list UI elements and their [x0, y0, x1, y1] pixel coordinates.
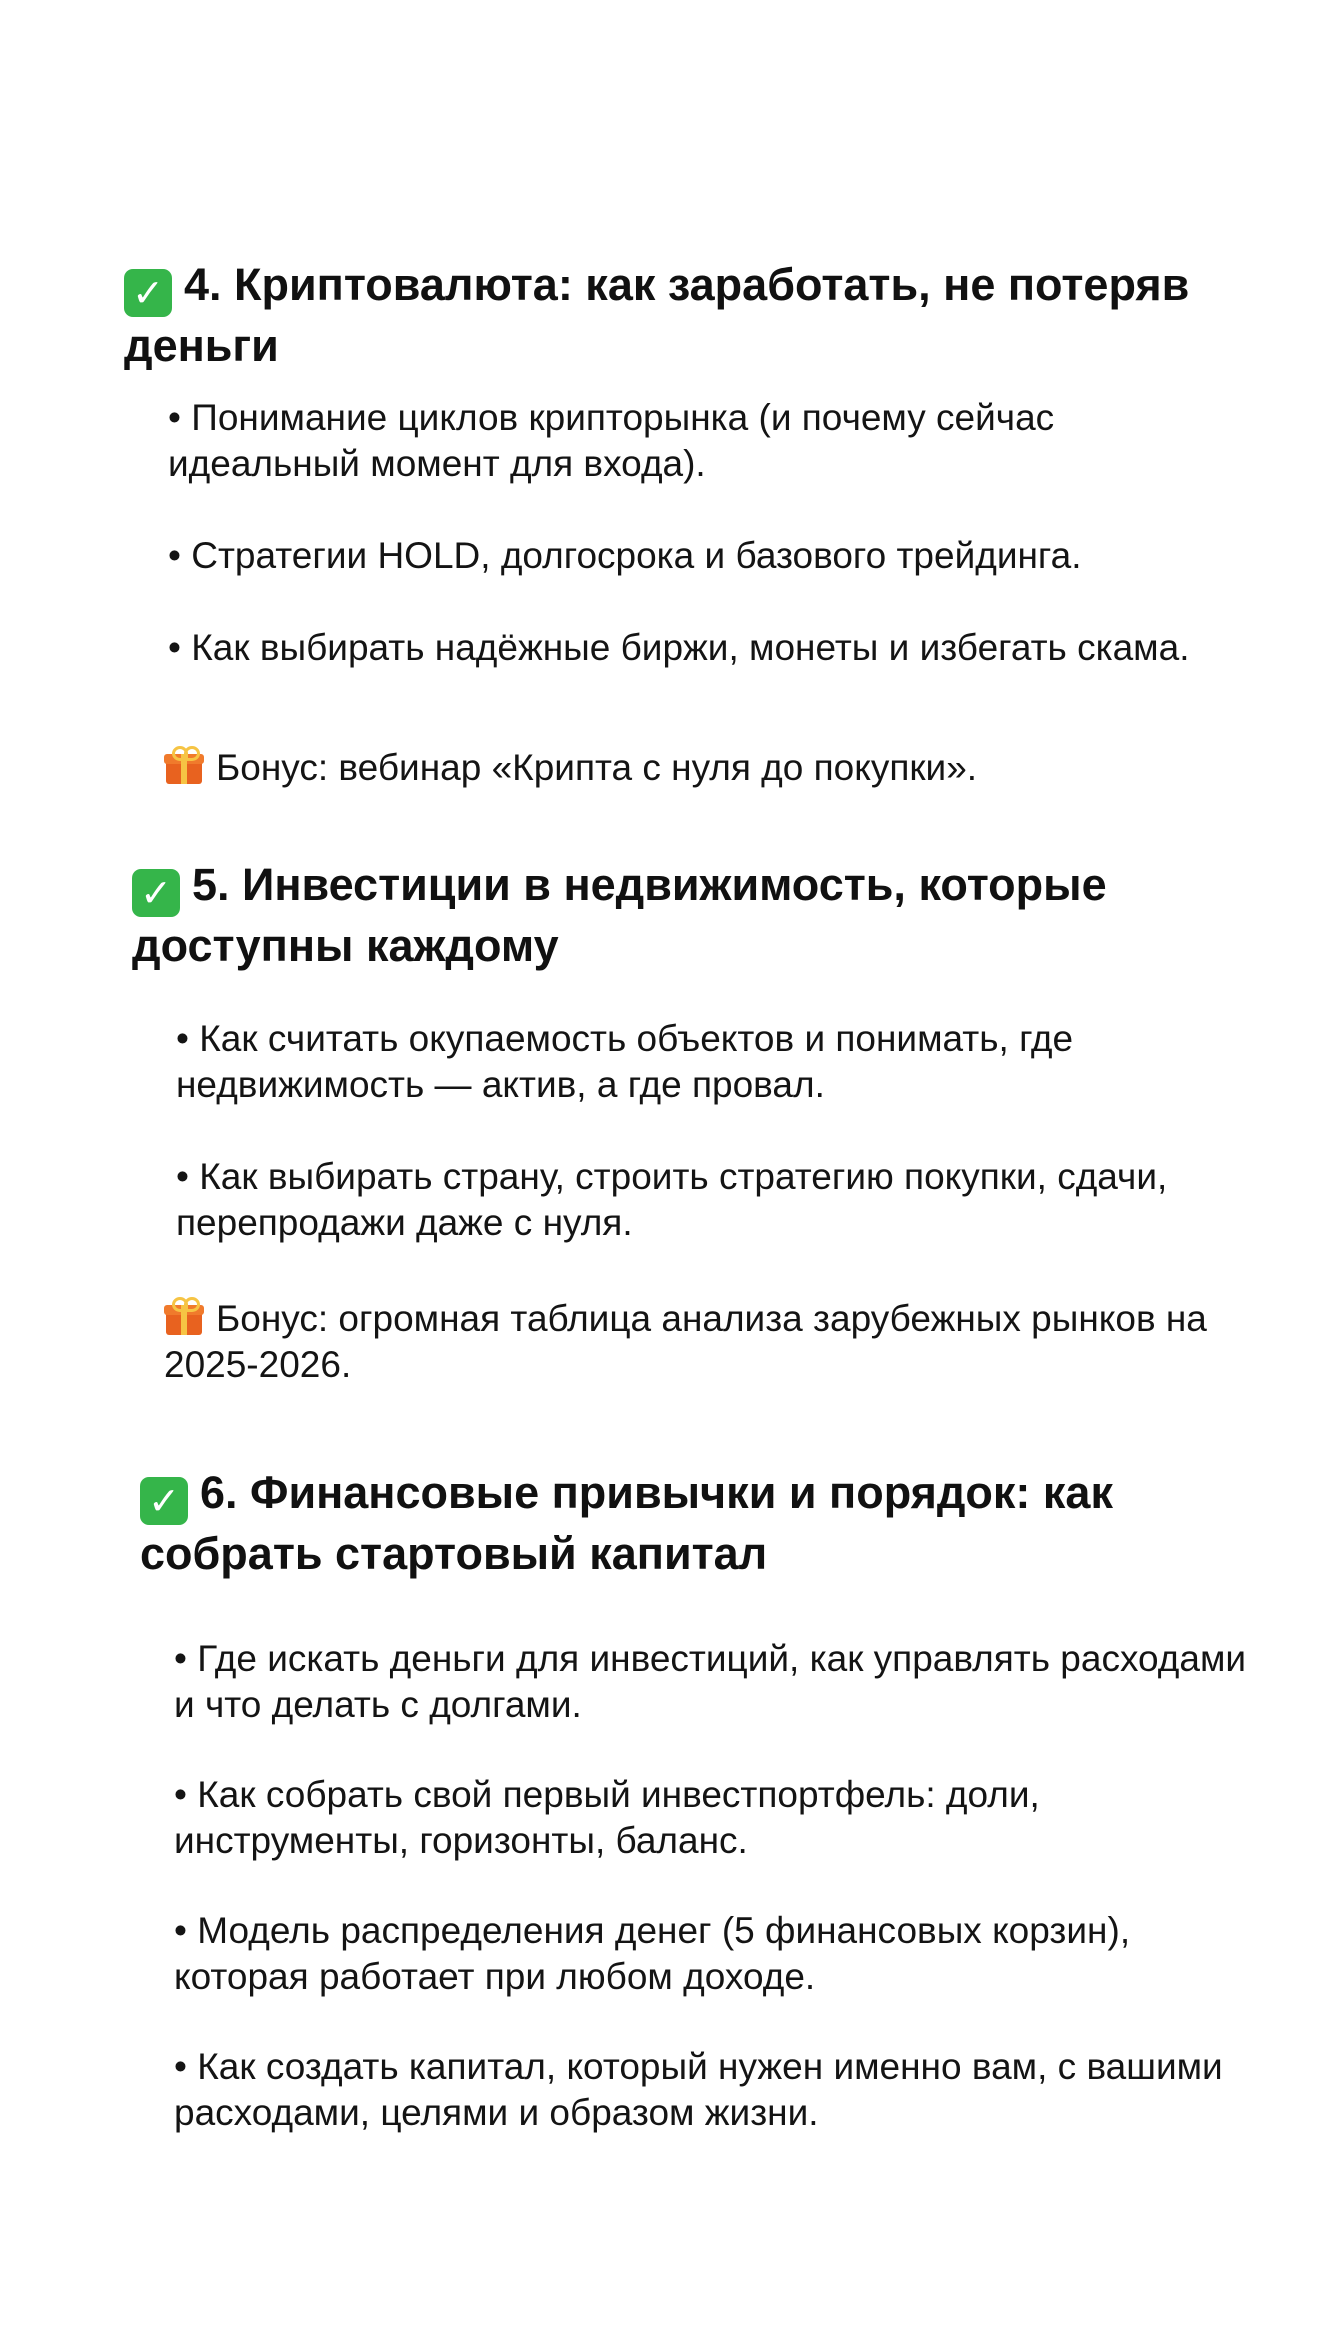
check-mark-icon: ✓: [124, 269, 172, 317]
section-heading: [140, 1464, 1290, 1582]
bonus-text: Бонус: огромная таблица анализа зарубежных рынков на 2025-2026.: [164, 1298, 1207, 1385]
bonus-text: Бонус: вебинар «Крипта с нуля до покупки».: [216, 747, 978, 788]
gift-icon: [164, 1297, 204, 1335]
bonus-line: [164, 1296, 1244, 1388]
heading-text: 5. Инвестиции в недвижимость, которые доступны каждому: [132, 859, 1107, 971]
section-heading: [124, 256, 1274, 374]
list-item: • Понимание циклов крипторынка (и почему сейчас идеальный момент для входа).: [168, 397, 1055, 484]
section-heading: [132, 856, 1282, 974]
heading-text: 6. Финансовые привычки и порядок: как собрать стартовый капитал: [140, 1467, 1113, 1579]
list-item: • Где искать деньги для инвестиций, как управлять расходами и что делать с долгами.: [174, 1638, 1247, 1725]
list-item: • Как выбирать надёжные биржи, монеты и избегать скама.: [168, 627, 1190, 668]
list-item: • Как считать окупаемость объектов и понимать, где недвижимость — актив, а где провал.: [176, 1018, 1074, 1105]
gift-icon: [164, 746, 204, 784]
list-item: • Как создать капитал, который нужен именно вам, с вашими расходами, целями и образом жизни.: [174, 2046, 1223, 2133]
list-item: • Как выбирать страну, строить стратегию покупки, сдачи, перепродажи даже с нуля.: [176, 1156, 1168, 1243]
check-mark-icon: ✓: [132, 869, 180, 917]
check-mark-icon: ✓: [140, 1477, 188, 1525]
heading-text: 4. Криптовалюта: как заработать, не потеряв деньги: [124, 259, 1190, 371]
list-item: • Стратегии HOLD, долгосрока и базового трейдинга.: [168, 535, 1082, 576]
list-item: • Как собрать свой первый инвестпортфель: доли, инструменты, горизонты, баланс.: [174, 1774, 1040, 1861]
bonus-line: [164, 745, 1244, 791]
list-item: • Модель распределения денег (5 финансовых корзин), которая работает при любом доходе.: [174, 1910, 1131, 1997]
